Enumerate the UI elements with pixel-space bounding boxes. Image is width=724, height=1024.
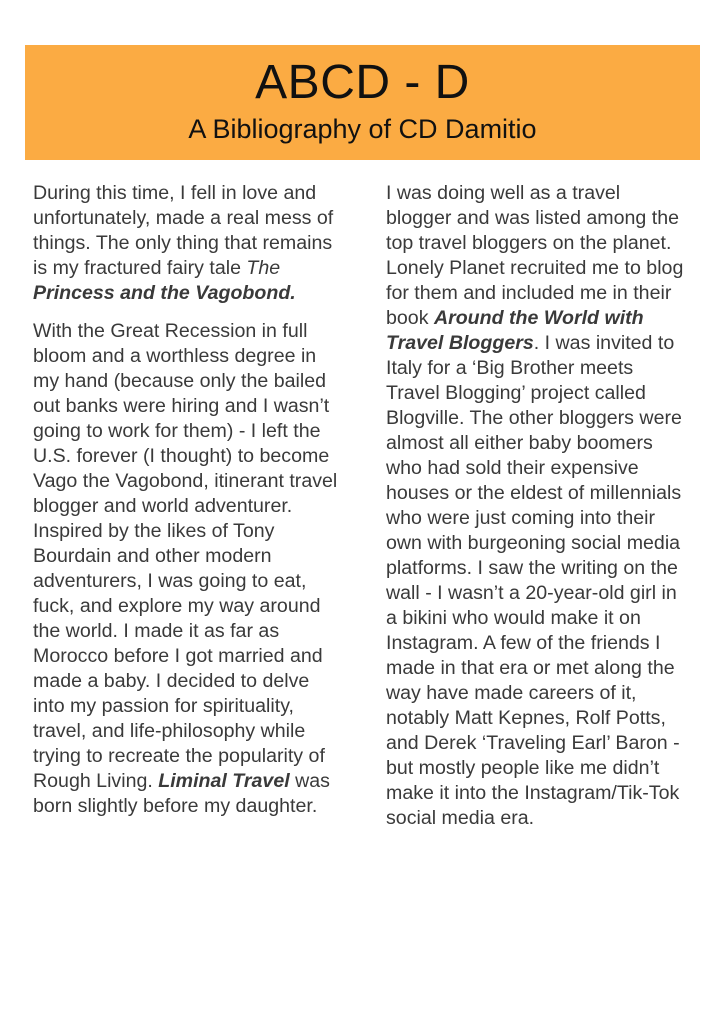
- page-title: ABCD - D: [255, 56, 470, 109]
- book-title: Liminal Travel: [158, 770, 290, 792]
- page-header: [25, 45, 700, 160]
- book-title: Around the World with Travel Bloggers: [386, 307, 644, 354]
- paragraph-text: I was doing well as a travel blogger and was listed among the top travel bloggers on the planet. Lonely Planet recruited me to blog for them and included me in their book: [386, 182, 684, 329]
- paragraph: [386, 181, 686, 831]
- paragraph-text: . I was invited to Italy for a ‘Big Brother meets Travel Blogging’ project called Blogville. The other bloggers were almost all either baby boomers who had sold their expensive houses or the eldest of millennials who were just coming into their own with burgeoning social media platforms. I saw the writing on the wall - I wasn’t a 20-year-old girl in a bikini who would make it on Instagram. A few of the friends I made in that era or met along the way have made careers of it, notably Matt Kepnes, Rolf Potts, and Derek ‘Traveling Earl’ Baron - but mostly people like me didn’t make it into the Instagram/Tik-Tok social media era.: [386, 332, 682, 829]
- page-subtitle: A Bibliography of CD Damitio: [188, 114, 537, 144]
- book-title-part: The: [246, 257, 281, 279]
- paragraph-text: With the Great Recession in full bloom and a worthless degree in my hand (because only the bailed out banks were hiring and I wasn’t going to work for them) - I left the U.S. forever (I thought) to become Vago the Vagobond, itinerant travel blogger and world adventurer. Inspired by the likes of Tony Bourdain and other modern adventurers, I was going to eat, fuck, and explore my way around the world. I made it as far as Morocco before I got married and made a baby. I decided to delve into my passion for spirituality, travel, and life-philosophy while trying to recreate the popularity of Rough Living.: [33, 320, 338, 792]
- paragraph-text: During this time, I fell in love and unfortunately, made a real mess of things. The only thing that remains is my fractured fairy tale: [33, 182, 334, 279]
- right-column: [386, 181, 686, 844]
- paragraph: [33, 319, 338, 819]
- paragraph: [33, 181, 338, 306]
- left-column: [33, 181, 338, 832]
- paragraph-text: was born slightly before my daughter.: [33, 770, 330, 817]
- book-title: Princess and the Vagobond.: [33, 282, 296, 304]
